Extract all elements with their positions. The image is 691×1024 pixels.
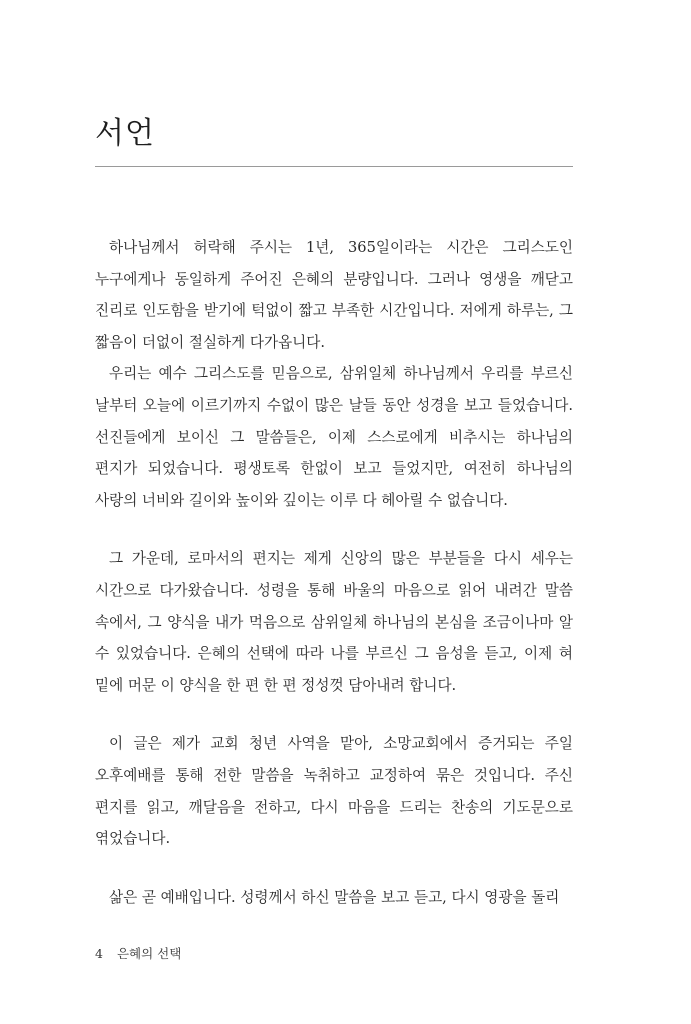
- paragraph-5: 삶은 곧 예배입니다. 성령께서 하신 말씀을 보고 듣고, 다시 영광을 돌리: [109, 888, 560, 906]
- paragraph-3: 그 가운데, 로마서의 편지는 제게 신앙의 많은 부분들을 다시 세우는 시간으로 다가왔습니다. 성령을 통해 바울의 마음으로 읽어 내려간 말씀 속에서, 그 양식을 내가 먹음으로 삼위일체 하나님의 본심을 조금이나마 알 수 있었습니다. 은혜의 선택에 따라 나를 부르신 그 음성을 듣고, 이제 혀 밑에 머문 이 양식을 한 편 한 편 정성껏 담아내려 합니다.: [95, 550, 573, 694]
- title-divider: [95, 166, 573, 167]
- paragraph-4: 이 글은 제가 교회 청년 사역을 맡아, 소망교회에서 증거되는 주일 오후예배를 통해 전한 말씀을 녹취하고 교정하여 묶은 것입니다. 주신 편지를 읽고, 깨달음을 전하고, 다시 마음을 드리는 찬송의 기도문으로 엮었습니다.: [95, 735, 573, 848]
- paragraph-2: 우리는 예수 그리스도를 믿음으로, 삼위일체 하나님께서 우리를 부르신 날부터 오늘에 이르기까지 수없이 많은 날들 동안 성경을 보고 들었습니다. 선진들에게 보이신 그 말씀들은, 이제 스스로에게 비추시는 하나님의 편지가 되었습니다. 평생토록 한없이 보고 들었지만, 여전히 하나님의 사랑의 너비와 길이와 높이와 깊이는 이루 다 헤아릴 수 없습니다.: [95, 365, 573, 509]
- page-title: 서언: [95, 116, 155, 151]
- paragraph-1: 하나님께서 허락해 주시는 1년, 365일이라는 시간은 그리스도인 누구에게나 동일하게 주어진 은혜의 분량입니다. 그러나 영생을 깨닫고 진리로 인도함을 받기에 턱없이 짧고 부족한 시간입니다. 저에게 하루는, 그 짧음이 더없이 절실하게 다가옵니다.: [95, 239, 573, 351]
- running-title: 은혜의 선택: [116, 946, 182, 961]
- page-footer: [95, 944, 181, 962]
- page-number: 4: [95, 946, 103, 961]
- body-text: [95, 232, 573, 913]
